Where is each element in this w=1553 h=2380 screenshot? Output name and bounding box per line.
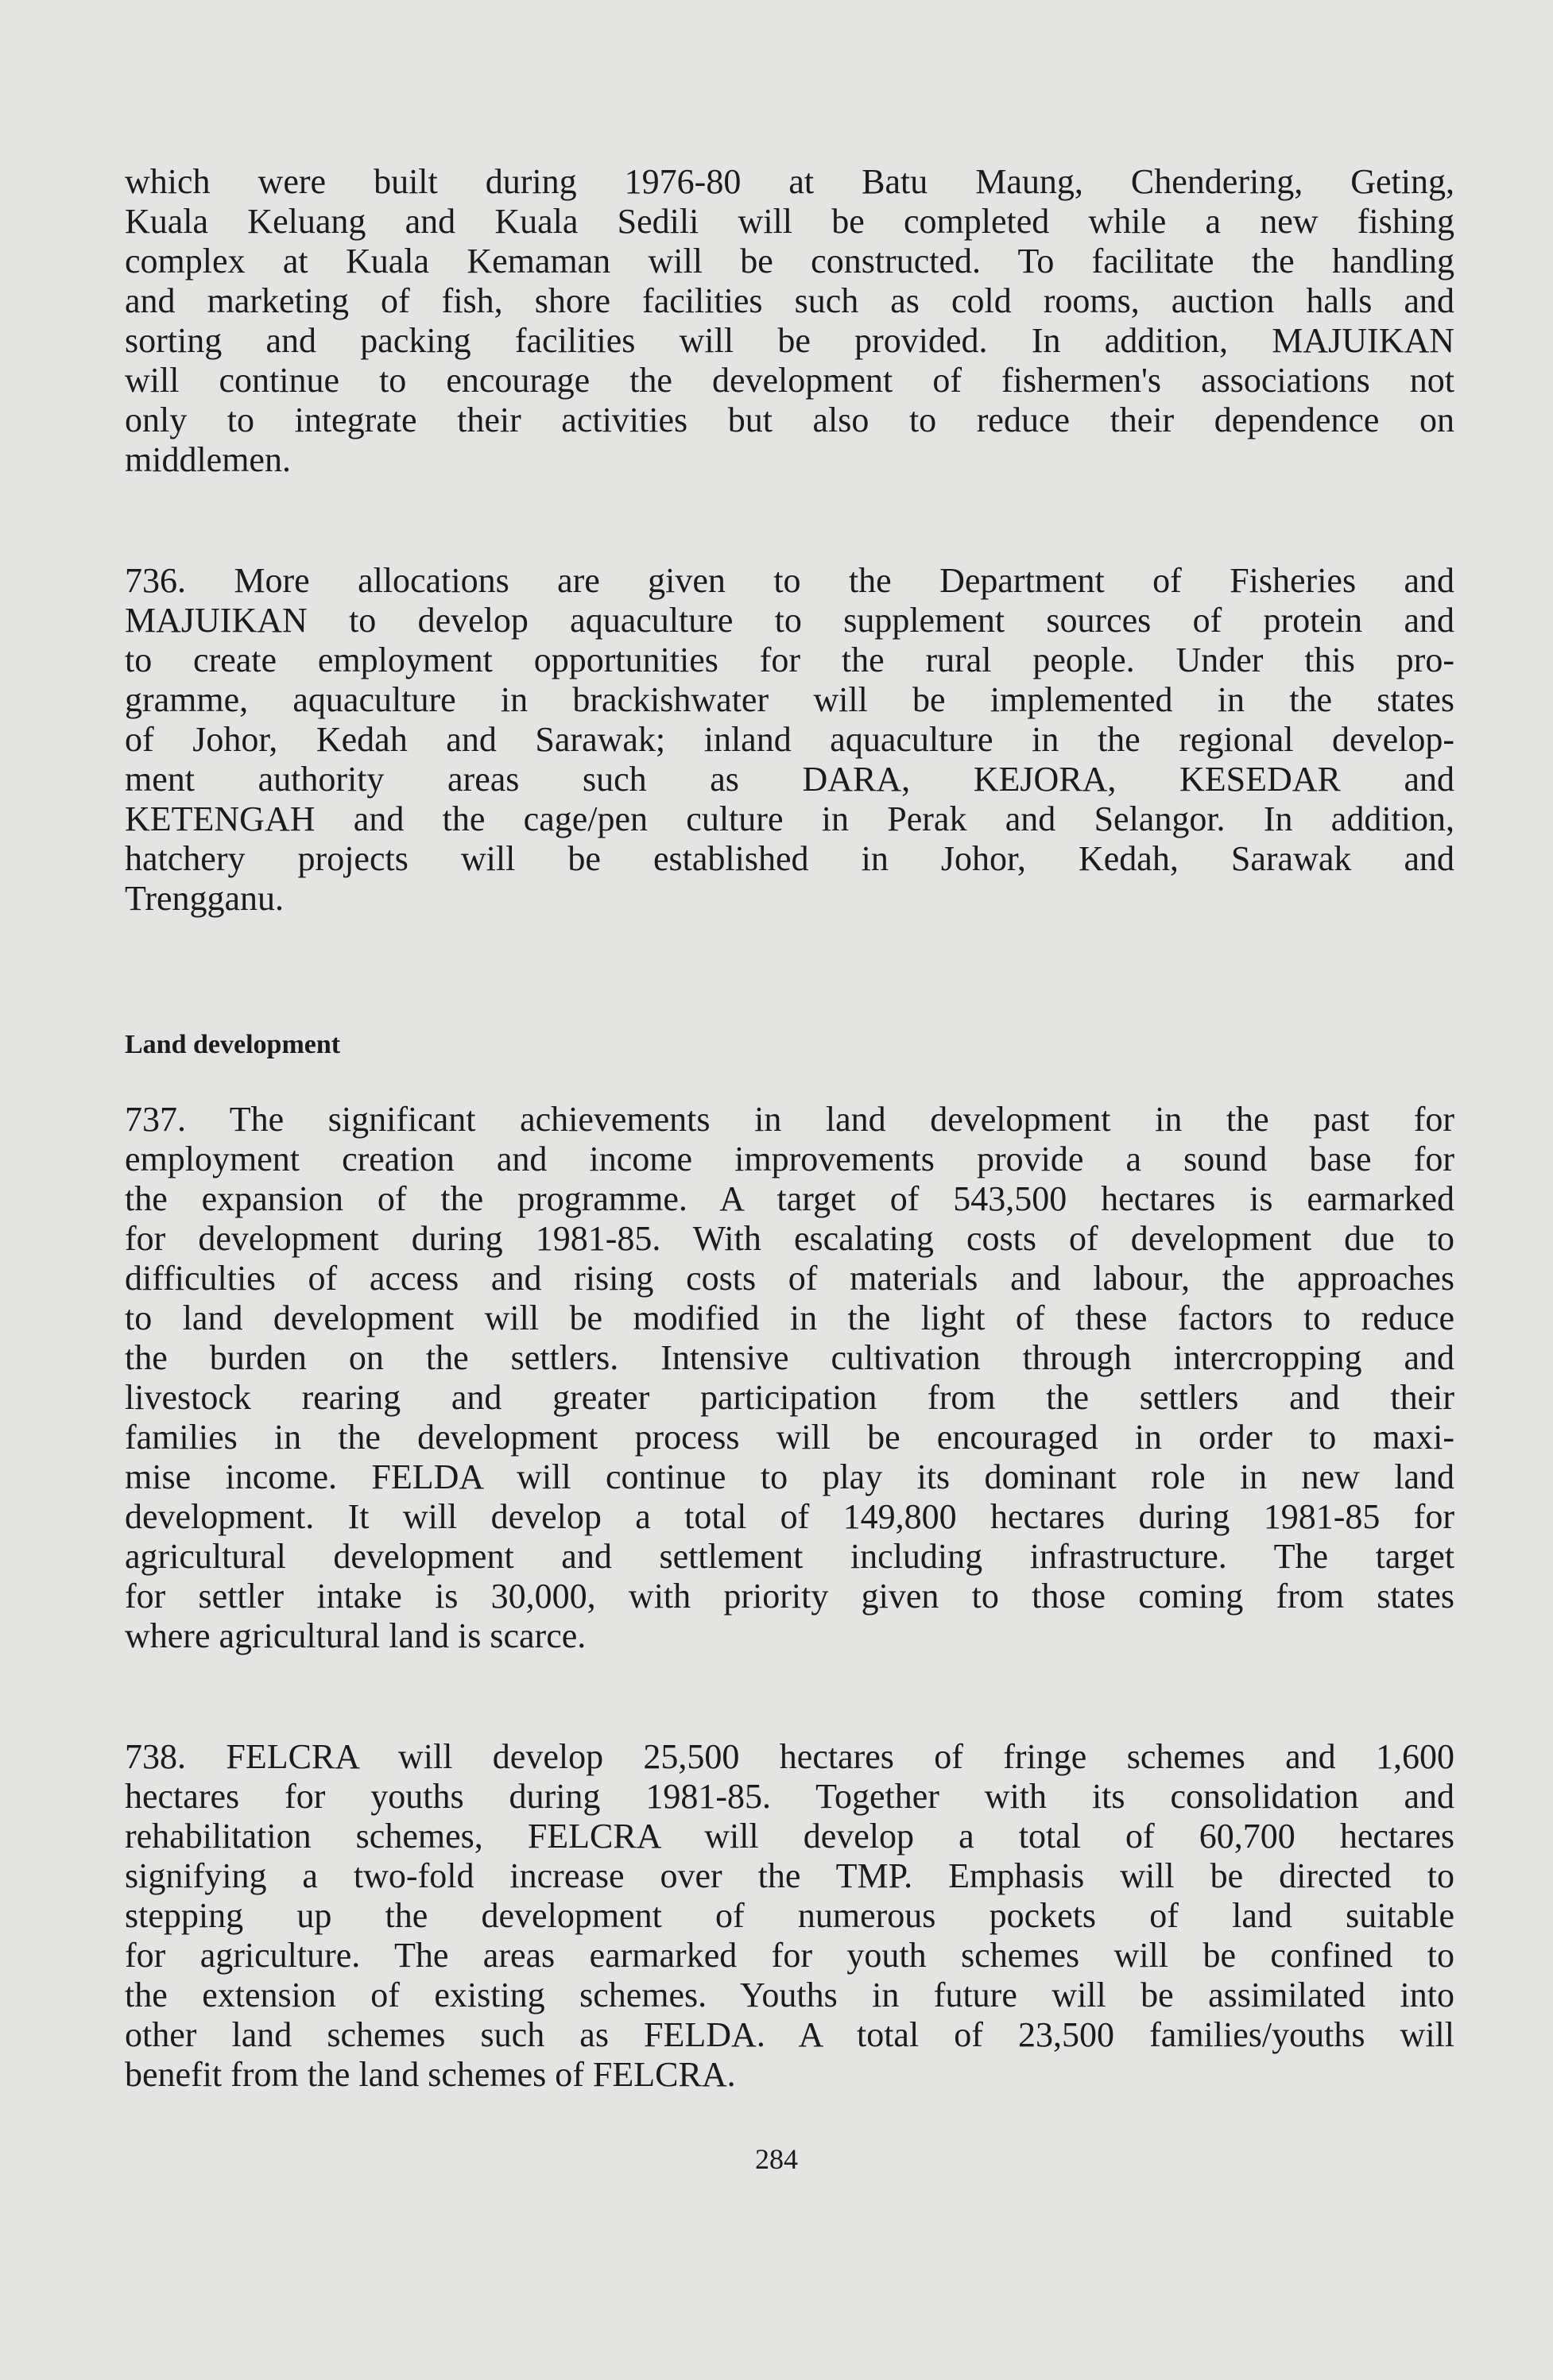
text-line: Kuala Keluang and Kuala Sedili will be completed while a new fishing (125, 202, 1454, 241)
text-line: livestock rearing and greater participation from the settlers and their (125, 1378, 1454, 1417)
text-line: 738. FELCRA will develop 25,500 hectares of fringe schemes and 1,600 (125, 1737, 1454, 1776)
text-line: sorting and packing facilities will be provided. In addition, MAJUIKAN (125, 321, 1454, 360)
text-line: families in the development process will be encouraged in order to maxi- (125, 1418, 1454, 1457)
text-line: other land schemes such as FELDA. A total of 23,500 families/youths will (125, 2015, 1454, 2054)
text-line: MAJUIKAN to develop aquaculture to supplement sources of protein and (125, 601, 1454, 640)
text-line: KETENGAH and the cage/pen culture in Perak and Selangor. In addition, (125, 799, 1454, 838)
text-line: the extension of existing schemes. Youths in future will be assimilated into (125, 1976, 1454, 2014)
text-line: development. It will develop a total of 149,800 hectares during 1981-85 for (125, 1497, 1454, 1536)
text-line: to create employment opportunities for the rural people. Under this pro- (125, 640, 1454, 679)
text-line: hectares for youths during 1981-85. Together with its consolidation and (125, 1777, 1454, 1816)
text-line: signifying a two-fold increase over the TMP. Emphasis will be directed to (125, 1856, 1454, 1895)
text-line: of Johor, Kedah and Sarawak; inland aquaculture in the regional develop- (125, 720, 1454, 759)
text-line: where agricultural land is scarce. (125, 1616, 587, 1655)
text-line: for development during 1981-85. With escalating costs of development due to (125, 1219, 1454, 1258)
text-line: middlemen. (125, 440, 291, 479)
paragraph-continued (125, 162, 1454, 480)
text-line: gramme, aquaculture in brackishwater will be implemented in the states (125, 680, 1454, 719)
text-line: only to integrate their activities but also to reduce their dependence on (125, 401, 1454, 439)
text-line: employment creation and income improvements provide a sound base for (125, 1140, 1454, 1178)
text-line: will continue to encourage the development of fishermen's associations not (125, 361, 1454, 400)
text-line: the expansion of the programme. A target of 543,500 hectares is earmarked (125, 1179, 1454, 1218)
page-number: 284 (755, 2143, 798, 2175)
text-line: mise income. FELDA will continue to play its dominant role in new land (125, 1457, 1454, 1496)
text-line: for agriculture. The areas earmarked for youth schemes will be confined to (125, 1936, 1454, 1975)
text-line: hatchery projects will be established in Johor, Kedah, Sarawak and (125, 839, 1454, 878)
paragraph-737 (125, 1100, 1454, 1656)
text-line: stepping up the development of numerous pockets of land suitable (125, 1896, 1454, 1935)
text-line: difficulties of access and rising costs of materials and labour, the approaches (125, 1259, 1454, 1298)
paragraph-738 (125, 1737, 1454, 2095)
text-line: agricultural development and settlement including infrastructure. The target (125, 1537, 1454, 1576)
text-line: rehabilitation schemes, FELCRA will develop a total of 60,700 hectares (125, 1817, 1454, 1856)
text-line: Trengganu. (125, 879, 285, 918)
text-line: 736. More allocations are given to the Department of Fisheries and (125, 561, 1454, 600)
text-line: which were built during 1976-80 at Batu Maung, Chendering, Geting, (125, 162, 1454, 201)
text-line: the burden on the settlers. Intensive cultivation through intercropping and (125, 1338, 1454, 1377)
paragraph-736 (125, 561, 1454, 919)
text-line: 737. The significant achievements in land development in the past for (125, 1100, 1454, 1139)
text-line: ment authority areas such as DARA, KEJORA, KESEDAR and (125, 760, 1454, 799)
section-heading: Land development (125, 1030, 341, 1059)
text-line: to land development will be modified in the light of these factors to reduce (125, 1298, 1454, 1337)
text-line: for settler intake is 30,000, with priority given to those coming from states (125, 1577, 1454, 1616)
text-line: complex at Kuala Kemaman will be constructed. To facilitate the handling (125, 242, 1454, 281)
text-line: benefit from the land schemes of FELCRA. (125, 2055, 736, 2094)
text-line: and marketing of fish, shore facilities such as cold rooms, auction halls and (125, 281, 1454, 320)
